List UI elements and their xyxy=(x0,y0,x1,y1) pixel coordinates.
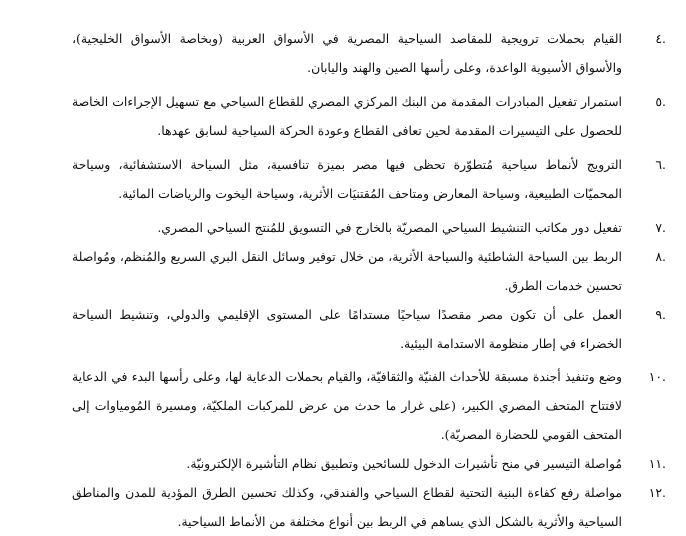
item-number: ٧. xyxy=(655,220,666,235)
item-number: ٥. xyxy=(655,94,666,109)
list-item xyxy=(72,24,666,82)
item-text: مواصلة رفع كفاءة البنية التحتية لقطاع السياحي والفندقي، وكذلك تحسين الطرق المؤدية للمدن والمناطق السياحية والأثرية بالشكل الذي يساهم في الربط بين أنواع مختلفة من الأنماط السياحية. xyxy=(72,485,622,529)
item-number: ٩. xyxy=(655,307,666,322)
list-item xyxy=(72,449,666,478)
item-text: تفعيل دور مكاتب التنشيط السياحي المصريّة بالخارج في التسويق للمُنتج السياحي المصري. xyxy=(157,220,622,235)
list-item xyxy=(72,362,666,449)
list-item xyxy=(72,87,666,145)
list-item xyxy=(72,213,666,242)
list-item xyxy=(72,478,666,536)
item-number: ٨. xyxy=(655,249,666,264)
item-text: استمرار تفعيل المبادرات المقدمة من البنك المركزي المصري للقطاع السياحي مع تسهيل الإجراءات الخاصة للحصول على التيسيرات المقدمة لحين تعافى القطاع وعودة الحركة السياحية لسابق عهدها. xyxy=(72,94,622,138)
list-item xyxy=(72,242,666,300)
list-item xyxy=(72,150,666,208)
item-number: ١١. xyxy=(648,456,666,471)
item-number: ٤. xyxy=(655,31,666,46)
recommendations-list xyxy=(72,24,666,536)
item-text: مُواصلة التيسير في منح تأشيرات الدخول للسائحين وتطبيق نظام التأشيرة الإلكترونيّة. xyxy=(186,456,622,471)
item-text: الترويج لأنماط سياحية مُتطوّرة تحظى فيها مصر بميزة تنافسية، مثل السياحة الاستشفائية، وسياحة المحميّات الطبيعية، وسياحة المعارض ومتاحف المُقتنيَات الأثرية، وسياحة اليخوت والرياضات المائية. xyxy=(72,157,622,201)
item-text: وضع وتنفيذ أجندة مسبقة للأحداث الفنيّة والثقافيّة، والقيام بحملات الدعاية لها، وعلى رأسها البدء في الدعاية لافتتاح المتحف المصري الكبير، (على غرار ما حدث من عرض للمركبات الملكيّة، ومسيرة المُومياوات إلى المتحف القومي للحضارة المصريّة). xyxy=(72,369,622,442)
item-text: الربط بين السياحة الشاطئية والسياحة الأثرية، من خلال توفير وسائل النقل البري السريع والمُنظم، ومُواصلة تحسين خدمات الطرق. xyxy=(72,249,622,293)
item-text: العمل على أن تكون مصر مقصدًا سياحيًا مستدامًا على المستوى الإقليمي والدولي، وتنشيط السياحة الخضراء في إطار منظومة الاستدامة البيئية. xyxy=(72,307,622,351)
item-number: ١٠. xyxy=(648,369,666,384)
item-number: ٦. xyxy=(655,157,666,172)
list-item xyxy=(72,300,666,358)
item-text: القيام بحملات ترويجية للمقاصد السياحية المصرية في الأسواق العربية (وبخاصة الأسواق الخليجية)، والأسواق الأسيوية الواعدة، وعلى رأسها الصين والهند واليابان. xyxy=(72,31,622,75)
item-number: ١٢. xyxy=(648,485,666,500)
